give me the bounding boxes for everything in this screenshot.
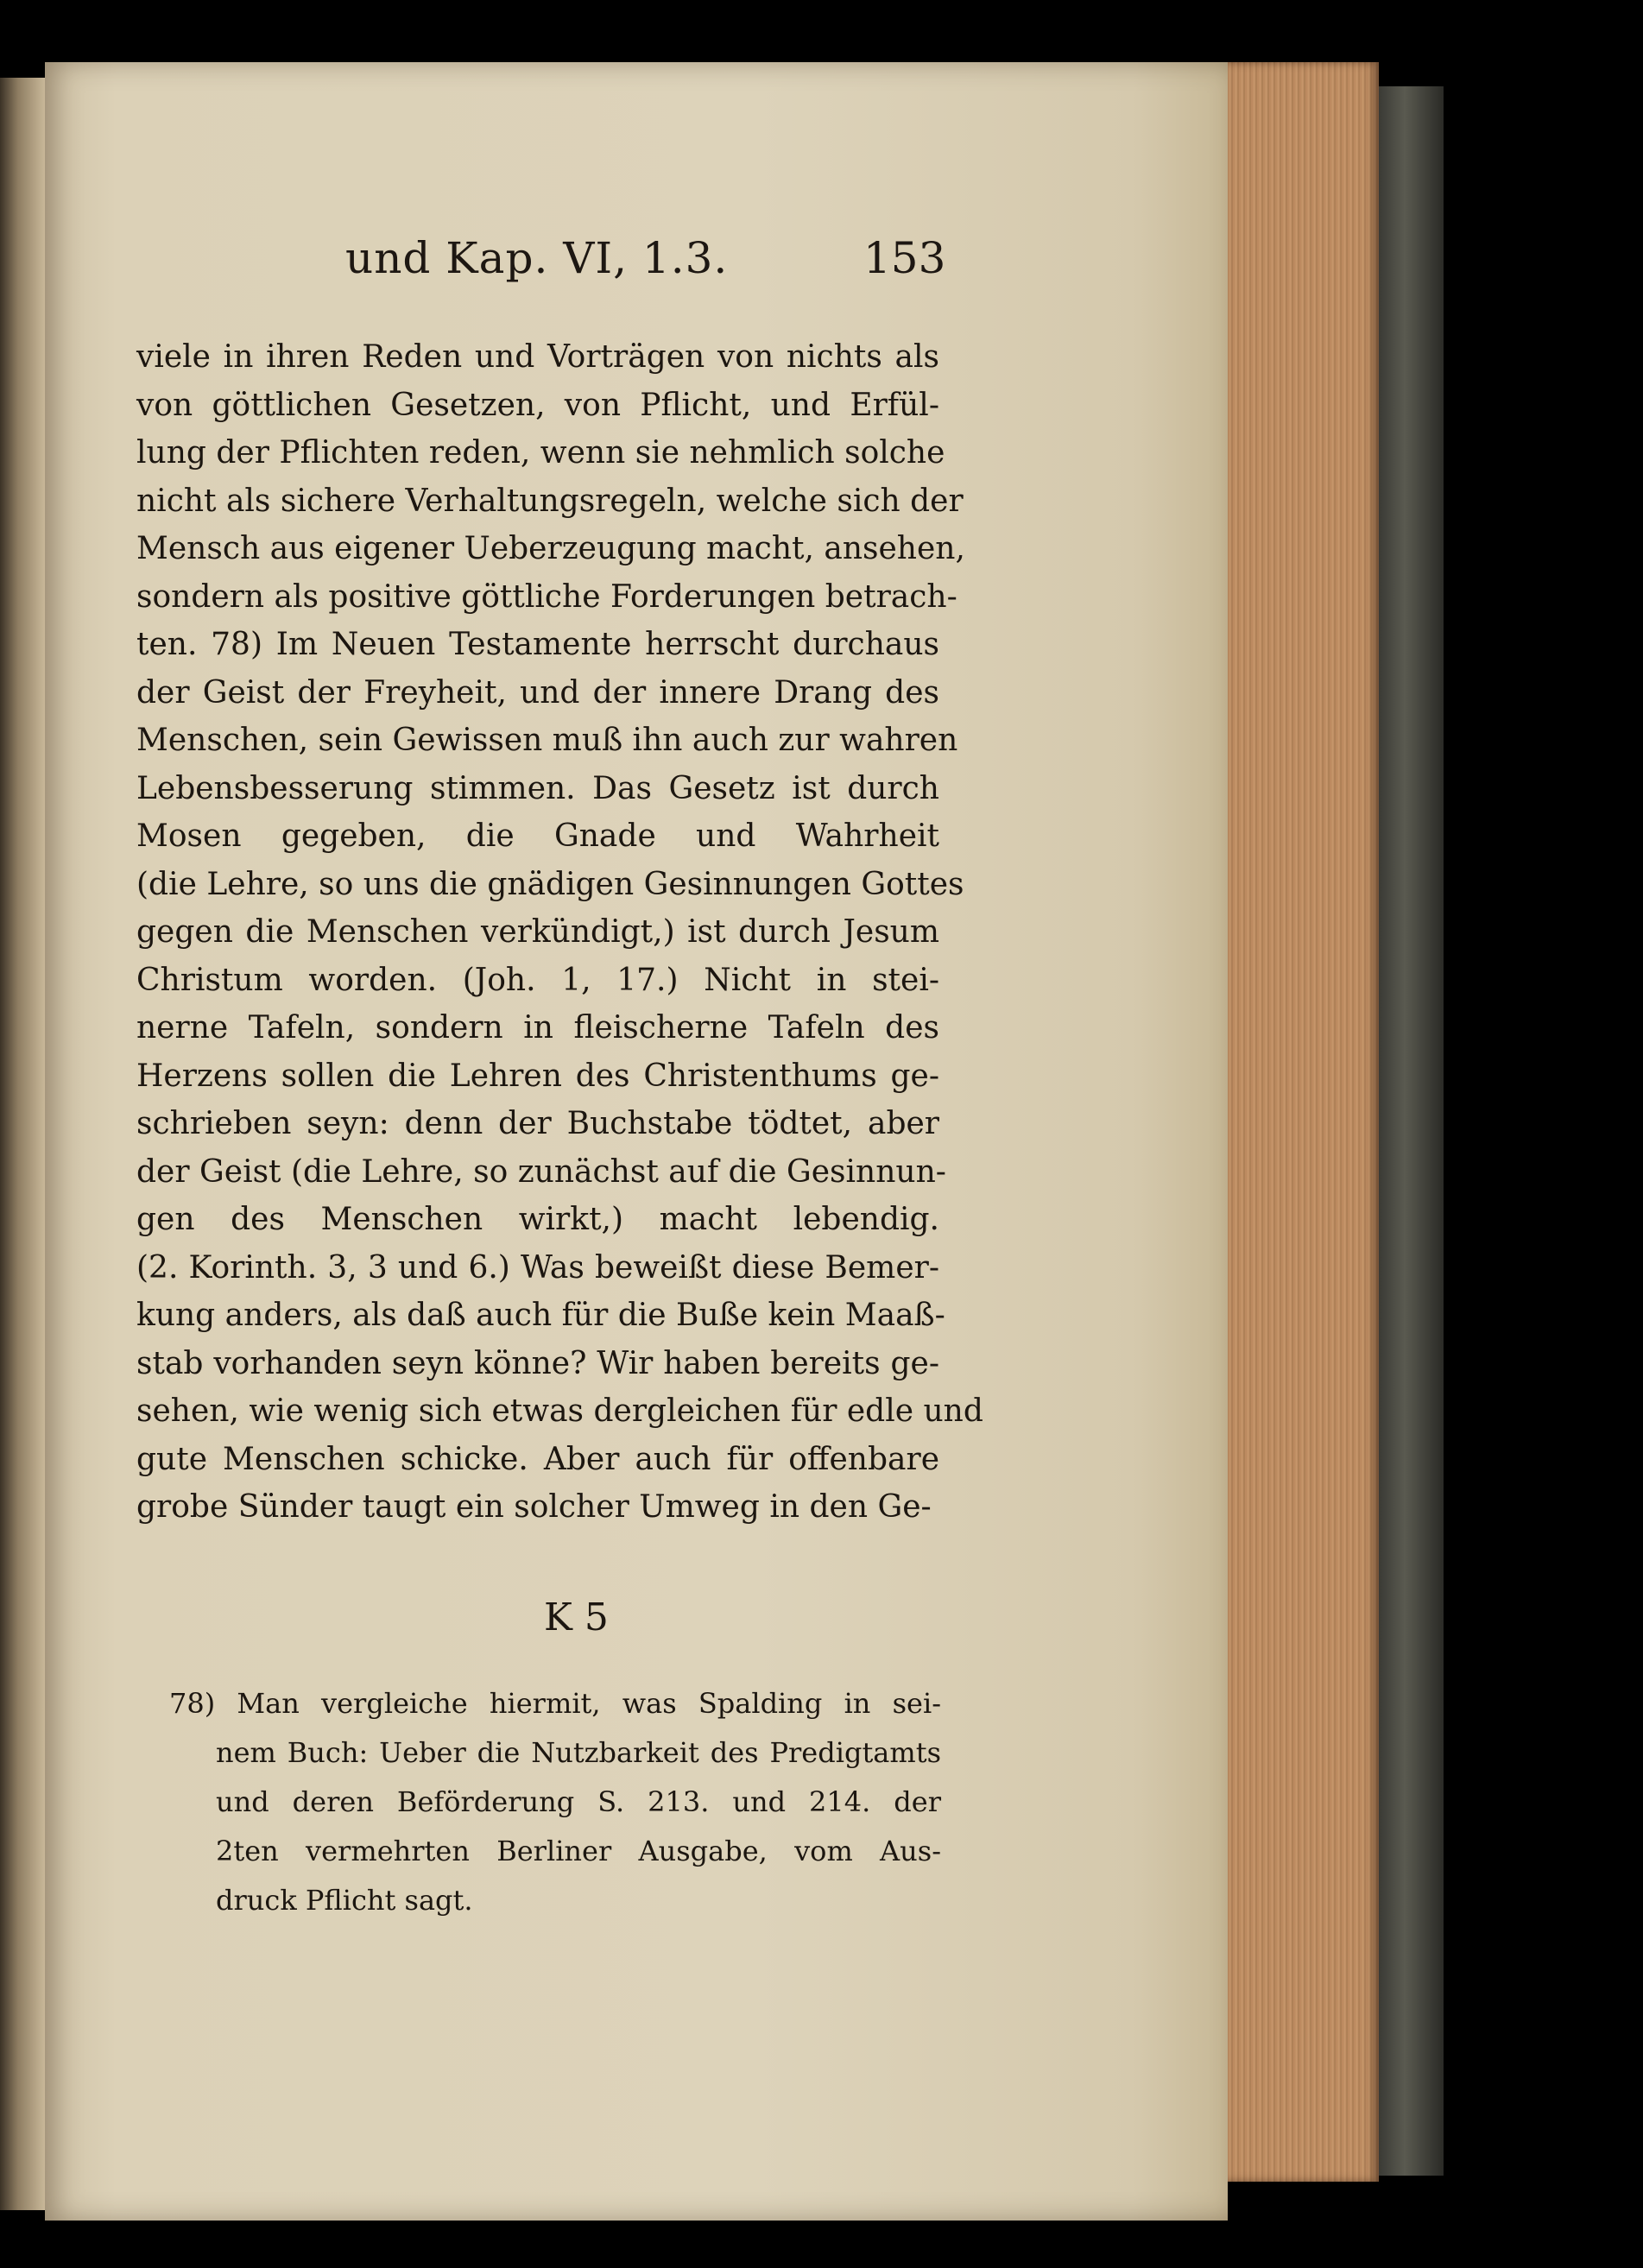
text-line: Menschen, sein Gewissen muß ihn auch zur wahren — [136, 723, 958, 758]
book-cover — [1379, 86, 1444, 2176]
facing-page-edge — [0, 78, 45, 2210]
text-line: (2. Korinth. 3, 3 und 6.) Was beweißt diese Bemer- — [136, 1249, 939, 1286]
footnote-line: 78) Man vergleiche hiermit, was Spalding in sei- — [169, 1687, 941, 1720]
text-line: kung anders, als daß auch für die Buße kein Maaß- — [136, 1298, 945, 1333]
body-text — [136, 333, 983, 1532]
text-line: stab vorhanden seyn könne? Wir haben bereits ge- — [136, 1345, 939, 1381]
footnote-line: und deren Beförderung S. 213. und 214. der — [216, 1785, 941, 1818]
text-line: grobe Sünder taugt ein solcher Umweg in den Ge- — [136, 1489, 932, 1525]
text-line: (die Lehre, so uns die gnädigen Gesinnungen Gottes — [136, 866, 964, 902]
page-header — [0, 233, 1643, 302]
footnote-line: 2ten vermehrten Berliner Ausgabe, vom Aus- — [216, 1835, 941, 1867]
text-line: Lebensbesserung stimmen. Das Gesetz ist durch — [136, 770, 939, 806]
footnote-line: nem Buch: Ueber die Nutzbarkeit des Predigtamts — [216, 1736, 941, 1769]
text-line: der Geist (die Lehre, so zunächst auf die Gesinnun- — [136, 1153, 946, 1190]
text-line: ten. 78) Im Neuen Testamente herrscht durchaus — [136, 627, 939, 662]
text-line: von göttlichen Gesetzen, von Pflicht, und Erfül- — [136, 387, 939, 423]
text-line: gegen die Menschen verkündigt,) ist durch Jesum — [136, 914, 939, 950]
text-line: gute Menschen schicke. Aber auch für offenbare — [136, 1441, 939, 1477]
text-line: nerne Tafeln, sondern in fleischerne Tafeln des — [136, 1010, 939, 1046]
text-line: Christum worden. (Joh. 1, 17.) Nicht in stei- — [136, 962, 939, 998]
text-line: schrieben seyn: denn der Buchstabe tödtet, aber — [136, 1106, 939, 1141]
text-line: sehen, wie wenig sich etwas dergleichen für edle und — [136, 1393, 983, 1429]
text-line: der Geist der Freyheit, und der innere Drang des — [136, 674, 939, 711]
text-line: viele in ihren Reden und Vorträgen von nichts als — [136, 339, 939, 375]
text-line: Mosen gegeben, die Gnade und Wahrheit — [136, 818, 939, 854]
text-line: sondern als positive göttliche Forderungen betrach- — [136, 578, 957, 615]
running-title: und Kap. VI, 1.3. — [345, 233, 729, 283]
page-block-edge — [1228, 62, 1379, 2182]
page-number: 153 — [863, 233, 946, 283]
text-line: lung der Pflichten reden, wenn sie nehmlich solche — [136, 435, 945, 471]
footnote-line: druck Pflicht sagt. — [216, 1884, 473, 1917]
text-line: Mensch aus eigener Ueberzeugung macht, ansehen, — [136, 531, 965, 566]
signature-mark: K 5 — [544, 1595, 609, 1639]
text-line: nicht als sichere Verhaltungsregeln, welche sich der — [136, 483, 964, 519]
text-line: Herzens sollen die Lehren des Christenthums ge- — [136, 1058, 939, 1094]
text-line: gen des Menschen wirkt,) macht lebendig. — [136, 1202, 939, 1237]
footnote — [169, 1679, 941, 1925]
